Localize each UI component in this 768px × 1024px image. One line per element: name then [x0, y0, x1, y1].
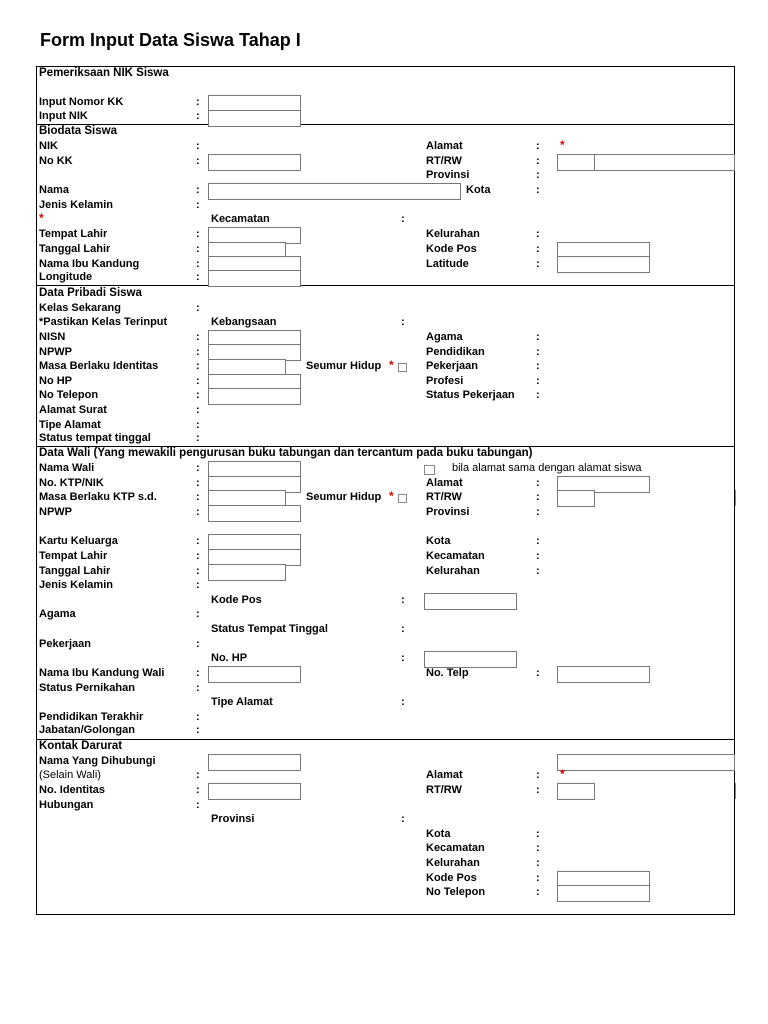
label-alamat: Alamat	[426, 140, 463, 152]
label-pendidikan: Pendidikan	[426, 346, 485, 358]
label-agama-wali: Agama	[39, 608, 76, 620]
kode-pos-wali-field[interactable]	[424, 593, 517, 610]
no-telp-wali-field[interactable]	[557, 666, 650, 683]
label-rt-rw-wali: RT/RW	[426, 491, 462, 503]
colon: :	[196, 724, 200, 736]
colon: :	[196, 271, 200, 283]
colon: :	[536, 550, 540, 562]
colon: :	[196, 477, 200, 489]
section-header-pribadi: Data Pribadi Siswa	[39, 287, 142, 299]
colon: :	[536, 375, 540, 387]
label-no-telepon: No Telepon	[39, 389, 99, 401]
label-nama-dihubungi: Nama Yang Dihubungi	[39, 755, 156, 767]
required-star: *	[39, 211, 44, 225]
seumur-hidup-checkbox[interactable]	[398, 363, 407, 372]
colon: :	[196, 784, 200, 796]
colon: :	[196, 243, 200, 255]
colon: :	[536, 784, 540, 796]
label-kecamatan-darurat: Kecamatan	[426, 842, 485, 854]
label-npwp: NPWP	[39, 346, 72, 358]
input-nik-field[interactable]	[208, 110, 301, 127]
colon: :	[196, 140, 200, 152]
colon: :	[536, 243, 540, 255]
colon: :	[536, 535, 540, 547]
label-selain-wali: (Selain Wali)	[39, 769, 101, 781]
nama-field[interactable]	[208, 183, 461, 200]
colon: :	[536, 331, 540, 343]
no-identitas-field[interactable]	[208, 783, 301, 800]
colon: :	[401, 652, 405, 664]
longitude-field[interactable]	[208, 270, 301, 287]
label-tipe-alamat: Tipe Alamat	[39, 419, 101, 431]
no-telepon-darurat-field[interactable]	[557, 885, 650, 902]
colon: :	[196, 346, 200, 358]
label-alamat-darurat: Alamat	[426, 769, 463, 781]
colon: :	[536, 140, 540, 152]
colon: :	[401, 623, 405, 635]
label-tipe-alamat-wali: Tipe Alamat	[211, 696, 273, 708]
label-latitude: Latitude	[426, 258, 469, 270]
label-status-tempat-tinggal: Status tempat tinggal	[39, 432, 151, 444]
label-kode-pos-wali: Kode Pos	[211, 594, 262, 606]
colon: :	[196, 155, 200, 167]
label-kelas: Kelas Sekarang	[39, 302, 121, 314]
colon: :	[196, 565, 200, 577]
label-provinsi-darurat: Provinsi	[211, 813, 255, 825]
colon: :	[196, 360, 200, 372]
label-status-tempat-tinggal-wali: Status Tempat Tinggal	[211, 623, 328, 635]
required-star: *	[389, 358, 394, 372]
label-provinsi-wali: Provinsi	[426, 506, 470, 518]
colon: :	[536, 228, 540, 240]
label-seumur-hidup: Seumur Hidup	[306, 360, 382, 372]
colon: :	[196, 331, 200, 343]
colon: :	[196, 389, 200, 401]
label-hubungan: Hubungan	[39, 799, 94, 811]
rw-field[interactable]	[594, 154, 735, 171]
colon: :	[536, 360, 540, 372]
colon: :	[196, 769, 200, 781]
colon: :	[401, 813, 405, 825]
colon: :	[536, 506, 540, 518]
colon: :	[196, 667, 200, 679]
section-header-wali: Data Wali (Yang mewakili pengurusan buku tabungan dan tercantum pada buku tabungan)	[39, 447, 533, 459]
label-jabatan-golongan: Jabatan/Golongan	[39, 724, 135, 736]
label-profesi: Profesi	[426, 375, 464, 387]
colon: :	[196, 550, 200, 562]
label-ibu-kandung: Nama Ibu Kandung	[39, 258, 140, 270]
colon: :	[196, 302, 200, 314]
label-tempat-lahir: Tempat Lahir	[39, 228, 108, 240]
label-tanggal-lahir-wali: Tanggal Lahir	[39, 565, 111, 577]
label-kode-pos: Kode Pos	[426, 243, 477, 255]
section-divider	[36, 285, 735, 286]
label-kartu-keluarga: Kartu Keluarga	[39, 535, 118, 547]
colon: :	[196, 608, 200, 620]
label-kota-wali: Kota	[426, 535, 451, 547]
colon: :	[196, 711, 200, 723]
label-jenis-kelamin-wali: Jenis Kelamin	[39, 579, 113, 591]
colon: :	[536, 828, 540, 840]
label-nik: NIK	[39, 140, 58, 152]
label-npwp-wali: NPWP	[39, 506, 72, 518]
label-status-pekerjaan: Status Pekerjaan	[426, 389, 515, 401]
label-longitude: Longitude	[39, 271, 93, 283]
label-masa-berlaku: Masa Berlaku Identitas	[39, 360, 159, 372]
tanggal-lahir-wali-field[interactable]	[208, 564, 286, 581]
section-divider	[36, 124, 735, 125]
required-star: *	[560, 138, 565, 152]
label-no-identitas: No. Identitas	[39, 784, 106, 796]
label-ktp-nik: No. KTP/NIK	[39, 477, 104, 489]
label-nama: Nama	[39, 184, 69, 196]
colon: :	[196, 375, 200, 387]
colon: :	[401, 316, 405, 328]
label-seumur-hidup-wali: Seumur Hidup	[306, 491, 382, 503]
label-no-kk: No KK	[39, 155, 73, 167]
colon: :	[536, 857, 540, 869]
label-nisn: NISN	[39, 331, 66, 343]
label-alamat-surat: Alamat Surat	[39, 404, 107, 416]
label-kota: Kota	[466, 184, 491, 196]
colon: :	[536, 886, 540, 898]
colon: :	[196, 96, 200, 108]
no-telepon-field[interactable]	[208, 388, 301, 405]
npwp-wali-field[interactable]	[208, 505, 301, 522]
colon: :	[196, 404, 200, 416]
label-no-hp: No HP	[39, 375, 72, 387]
label-pekerjaan: Pekerjaan	[426, 360, 478, 372]
colon: :	[536, 565, 540, 577]
colon: :	[196, 682, 200, 694]
label-masa-berlaku-ktp: Masa Berlaku KTP s.d.	[39, 491, 157, 503]
colon: :	[196, 535, 200, 547]
label-input-nik: Input NIK	[39, 110, 88, 122]
label-kelurahan: Kelurahan	[426, 228, 480, 240]
colon: :	[536, 491, 540, 503]
label-tempat-lahir-wali: Tempat Lahir	[39, 550, 108, 562]
field-edge	[735, 783, 736, 799]
colon: :	[196, 462, 200, 474]
colon: :	[196, 579, 200, 591]
label-rt-rw: RT/RW	[426, 155, 462, 167]
ibu-kandung-wali-field[interactable]	[208, 666, 301, 683]
label-kelurahan-darurat: Kelurahan	[426, 857, 480, 869]
no-hp-wali-field[interactable]	[424, 651, 517, 668]
colon: :	[401, 696, 405, 708]
colon: :	[536, 872, 540, 884]
colon: :	[536, 258, 540, 270]
colon: :	[196, 110, 200, 122]
colon: :	[536, 842, 540, 854]
colon: :	[401, 213, 405, 225]
label-same-address: bila alamat sama dengan alamat siswa	[452, 462, 642, 474]
required-star: *	[560, 767, 565, 781]
colon: :	[536, 389, 540, 401]
colon: :	[536, 169, 540, 181]
label-kelurahan-wali: Kelurahan	[426, 565, 480, 577]
colon: :	[196, 228, 200, 240]
label-rt-rw-darurat: RT/RW	[426, 784, 462, 796]
colon: :	[401, 594, 405, 606]
nama-dihubungi-field[interactable]	[208, 754, 301, 771]
label-kota-darurat: Kota	[426, 828, 451, 840]
section-divider	[36, 739, 735, 740]
colon: :	[536, 667, 540, 679]
label-no-telepon-darurat: No Telepon	[426, 886, 486, 898]
colon: :	[196, 506, 200, 518]
rt-rw-wali-field[interactable]	[557, 490, 595, 507]
label-input-kk: Input Nomor KK	[39, 96, 124, 108]
colon: :	[536, 155, 540, 167]
label-status-pernikahan: Status Pernikahan	[39, 682, 135, 694]
label-no-hp-wali: No. HP	[211, 652, 248, 664]
section-header-biodata: Biodata Siswa	[39, 125, 117, 137]
label-provinsi: Provinsi	[426, 169, 470, 181]
label-kebangsaan: Kebangsaan	[211, 316, 277, 328]
colon: :	[196, 432, 200, 444]
colon: :	[536, 346, 540, 358]
seumur-hidup-wali-checkbox[interactable]	[398, 494, 407, 503]
label-tanggal-lahir: Tanggal Lahir	[39, 243, 111, 255]
label-no-telp-wali: No. Telp	[426, 667, 469, 679]
colon: :	[196, 419, 200, 431]
section-header-kontak-darurat: Kontak Darurat	[39, 740, 123, 752]
section-header-nik-check: Pemeriksaan NIK Siswa	[39, 67, 169, 79]
label-nama-wali: Nama Wali	[39, 462, 95, 474]
colon: :	[196, 638, 200, 650]
field-edge	[735, 490, 736, 506]
colon: :	[536, 184, 540, 196]
label-kode-pos-darurat: Kode Pos	[426, 872, 477, 884]
label-pastikan-kelas: *Pastikan Kelas Terinput	[39, 316, 168, 328]
rt-rw-darurat-field[interactable]	[557, 783, 595, 800]
label-pendidikan-terakhir: Pendidikan Terakhir	[39, 711, 144, 723]
label-jenis-kelamin: Jenis Kelamin	[39, 199, 113, 211]
same-address-checkbox[interactable]	[424, 465, 435, 475]
label-alamat-wali: Alamat	[426, 477, 463, 489]
label-pekerjaan-wali: Pekerjaan	[39, 638, 91, 650]
alamat-darurat-field[interactable]	[557, 754, 735, 771]
colon: :	[196, 199, 200, 211]
label-kecamatan: Kecamatan	[211, 213, 270, 225]
label-agama: Agama	[426, 331, 463, 343]
latitude-field[interactable]	[557, 256, 650, 273]
label-ibu-kandung-wali: Nama Ibu Kandung Wali	[39, 667, 165, 679]
colon: :	[536, 477, 540, 489]
required-star: *	[389, 489, 394, 503]
colon: :	[196, 799, 200, 811]
rt-field[interactable]	[557, 154, 595, 171]
colon: :	[536, 769, 540, 781]
no-kk-field[interactable]	[208, 154, 301, 171]
colon: :	[196, 258, 200, 270]
page-title: Form Input Data Siswa Tahap I	[40, 30, 301, 50]
colon: :	[196, 184, 200, 196]
label-kecamatan-wali: Kecamatan	[426, 550, 485, 562]
colon: :	[196, 491, 200, 503]
